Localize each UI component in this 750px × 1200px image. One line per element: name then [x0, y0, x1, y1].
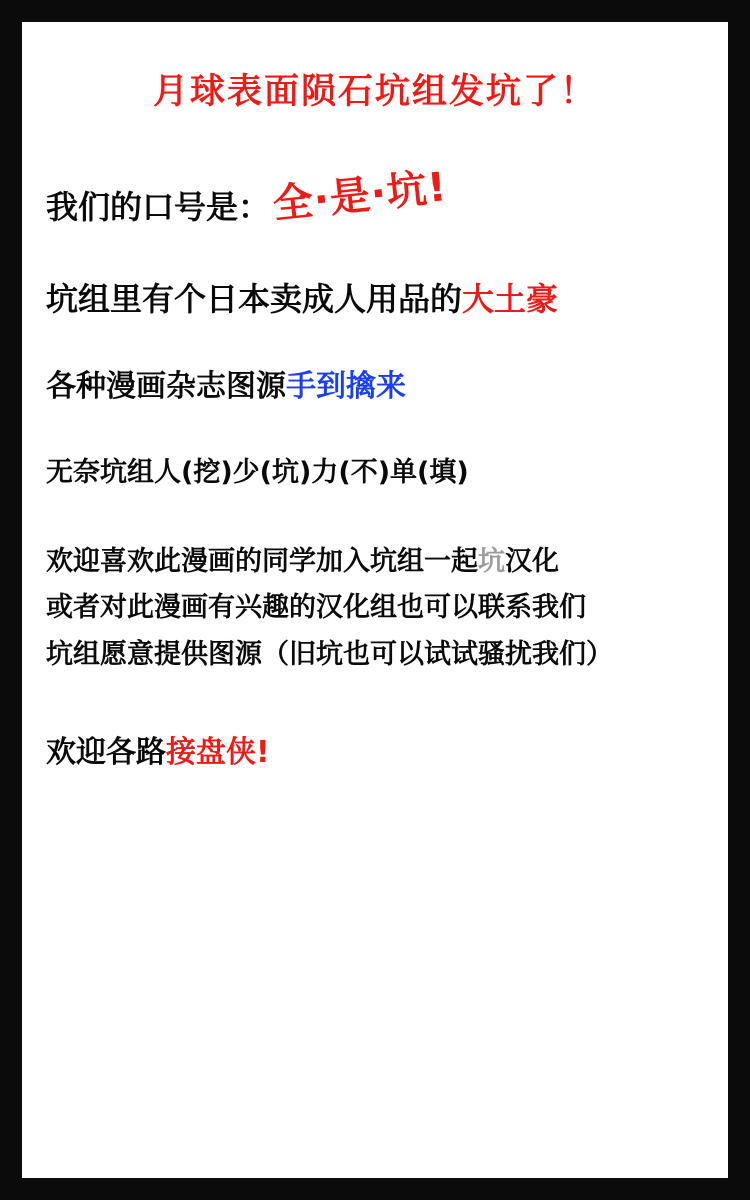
source-row [46, 367, 704, 408]
invite-line-1 [46, 544, 704, 580]
shortage-row: 无奈坑组人(挖)少(坑)力(不)单(填) [46, 457, 469, 489]
invite-line-3: 坑组愿意提供图源（旧坑也可以试试骚扰我们） [46, 638, 613, 670]
invite-block [46, 544, 704, 673]
welcome-mark: ! [256, 734, 270, 770]
welcome-highlight: 接盘侠 [166, 734, 256, 770]
tuhao-highlight: 大土豪 [462, 279, 559, 318]
poster-content [22, 22, 728, 773]
page-title: 月球表面陨石坑组发坑了！ [152, 72, 597, 112]
slogan-highlight: 全·是·坑! [270, 163, 450, 228]
welcome-prefix: 欢迎各路 [46, 734, 166, 770]
source-highlight: 手到擒来 [286, 368, 406, 404]
tuhao-row [46, 278, 704, 321]
source-prefix: 各种漫画杂志图源 [46, 368, 286, 404]
invite-line-1-suffix: 汉化 [505, 545, 559, 577]
invite-line-1-gray: 坑 [478, 545, 505, 577]
invite-line-1-prefix: 欢迎喜欢此漫画的同学加入坑组一起 [46, 545, 478, 577]
welcome-row [46, 733, 704, 774]
slogan-prefix: 我们的口号是： [46, 187, 271, 226]
invite-line-2: 或者对此漫画有兴趣的汉化组也可以联系我们 [46, 592, 586, 624]
tuhao-prefix: 坑组里有个日本卖成人用品的 [46, 279, 463, 318]
slogan-row [46, 163, 704, 232]
poster-sheet [22, 22, 728, 1178]
